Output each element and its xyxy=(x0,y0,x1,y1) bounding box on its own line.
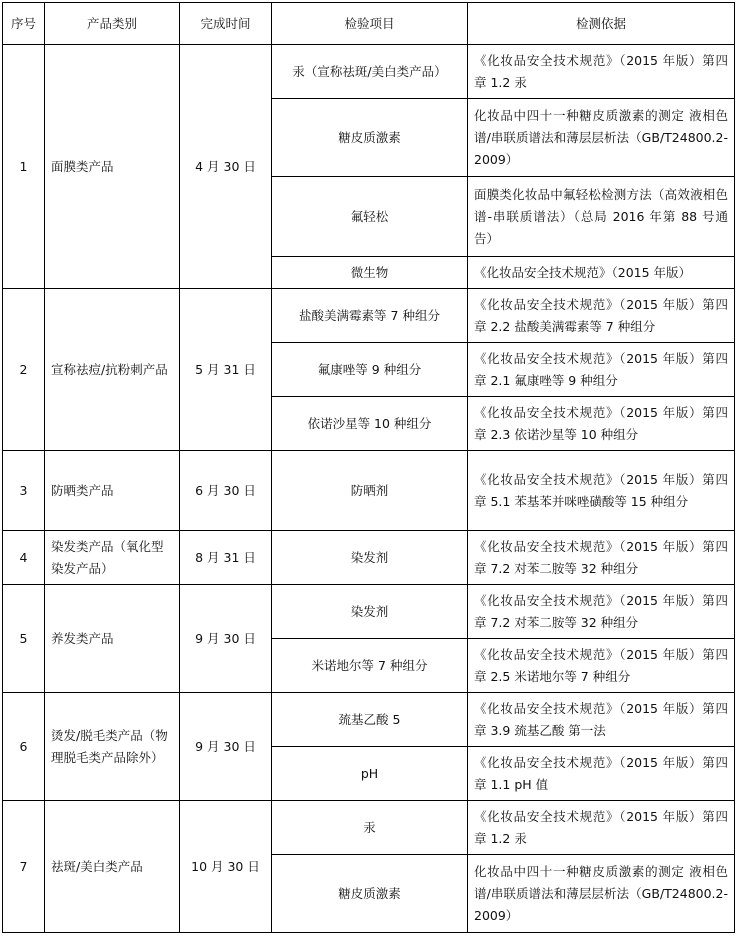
table-row xyxy=(3,45,735,99)
product-category: 防晒类产品 xyxy=(45,451,180,531)
product-category: 养发类产品 xyxy=(45,585,180,693)
row-number: 2 xyxy=(3,289,45,451)
completion-time: 6 月 30 日 xyxy=(180,451,272,531)
inspection-item: 氟康唑等 9 种组分 xyxy=(272,343,468,397)
header-basis: 检测依据 xyxy=(468,3,735,45)
completion-time: 5 月 31 日 xyxy=(180,289,272,451)
inspection-item: 氟轻松 xyxy=(272,177,468,257)
table-row xyxy=(3,531,735,585)
inspection-item: 微生物 xyxy=(272,257,468,289)
row-number: 7 xyxy=(3,801,45,933)
inspection-basis: 《化妆品安全技术规范》（2015 年版）第四章 2.2 盐酸美满霉素等 7 种组分 xyxy=(468,289,735,343)
inspection-item: 染发剂 xyxy=(272,531,468,585)
inspection-item: 防晒剂 xyxy=(272,451,468,531)
inspection-basis: 《化妆品安全技术规范》（2015 年版）第四章 5.1 苯基苯并咪唑磺酸等 15 种组分 xyxy=(468,451,735,531)
inspection-basis: 《化妆品安全技术规范》（2015 年版）第四章 2.3 依诺沙星等 10 种组分 xyxy=(468,397,735,451)
header-time: 完成时间 xyxy=(180,3,272,45)
inspection-item: 盐酸美满霉素等 7 种组分 xyxy=(272,289,468,343)
table-row xyxy=(3,693,735,747)
row-number: 1 xyxy=(3,45,45,289)
header-no: 序号 xyxy=(3,3,45,45)
table-row xyxy=(3,585,735,639)
inspection-item: 依诺沙星等 10 种组分 xyxy=(272,397,468,451)
row-number: 5 xyxy=(3,585,45,693)
inspection-basis: 化妆品中四十一种糖皮质激素的测定 液相色谱/串联质谱法和薄层层析法（GB/T24800.2-2009） xyxy=(468,99,735,177)
inspection-item: 染发剂 xyxy=(272,585,468,639)
table-row xyxy=(3,451,735,531)
header-item: 检验项目 xyxy=(272,3,468,45)
completion-time: 9 月 30 日 xyxy=(180,585,272,693)
inspection-basis: 《化妆品安全技术规范》（2015 年版）第四章 3.9 巯基乙酸 第一法 xyxy=(468,693,735,747)
inspection-item: 汞 xyxy=(272,801,468,855)
completion-time: 10 月 30 日 xyxy=(180,801,272,933)
inspection-basis: 《化妆品安全技术规范》（2015 年版）第四章 1.2 汞 xyxy=(468,801,735,855)
row-number: 6 xyxy=(3,693,45,801)
inspection-table xyxy=(2,2,735,933)
row-number: 3 xyxy=(3,451,45,531)
inspection-basis: 《化妆品安全技术规范》（2015 年版）第四章 1.1 pH 值 xyxy=(468,747,735,801)
inspection-item: 汞（宣称祛斑/美白类产品） xyxy=(272,45,468,99)
table-header-row xyxy=(3,3,735,45)
completion-time: 8 月 31 日 xyxy=(180,531,272,585)
inspection-basis: 《化妆品安全技术规范》（2015 年版）第四章 2.1 氟康唑等 9 种组分 xyxy=(468,343,735,397)
inspection-item: 米诺地尔等 7 种组分 xyxy=(272,639,468,693)
inspection-basis: 面膜类化妆品中氟轻松检测方法（高效液相色谱-串联质谱法）（总局 2016 年第 88 号通告） xyxy=(468,177,735,257)
product-category: 染发类产品（氧化型染发产品） xyxy=(45,531,180,585)
product-category: 面膜类产品 xyxy=(45,45,180,289)
inspection-basis: 《化妆品安全技术规范》（2015 年版） xyxy=(468,257,735,289)
product-category: 烫发/脱毛类产品（物理脱毛类产品除外） xyxy=(45,693,180,801)
product-category: 祛斑/美白类产品 xyxy=(45,801,180,933)
header-category: 产品类别 xyxy=(45,3,180,45)
inspection-basis: 《化妆品安全技术规范》（2015 年版）第四章 7.2 对苯二胺等 32 种组分 xyxy=(468,585,735,639)
table-row xyxy=(3,801,735,855)
inspection-item: 巯基乙酸 5 xyxy=(272,693,468,747)
inspection-item: 糖皮质激素 xyxy=(272,99,468,177)
inspection-basis: 《化妆品安全技术规范》（2015 年版）第四章 7.2 对苯二胺等 32 种组分 xyxy=(468,531,735,585)
product-category: 宣称祛痘/抗粉刺产品 xyxy=(45,289,180,451)
completion-time: 4 月 30 日 xyxy=(180,45,272,289)
inspection-basis: 化妆品中四十一种糖皮质激素的测定 液相色谱/串联质谱法和薄层层析法（GB/T24800.2-2009） xyxy=(468,855,735,933)
completion-time: 9 月 30 日 xyxy=(180,693,272,801)
inspection-item: 糖皮质激素 xyxy=(272,855,468,933)
inspection-basis: 《化妆品安全技术规范》（2015 年版）第四章 2.5 米诺地尔等 7 种组分 xyxy=(468,639,735,693)
table-row xyxy=(3,289,735,343)
inspection-basis: 《化妆品安全技术规范》（2015 年版）第四章 1.2 汞 xyxy=(468,45,735,99)
inspection-item: pH xyxy=(272,747,468,801)
row-number: 4 xyxy=(3,531,45,585)
